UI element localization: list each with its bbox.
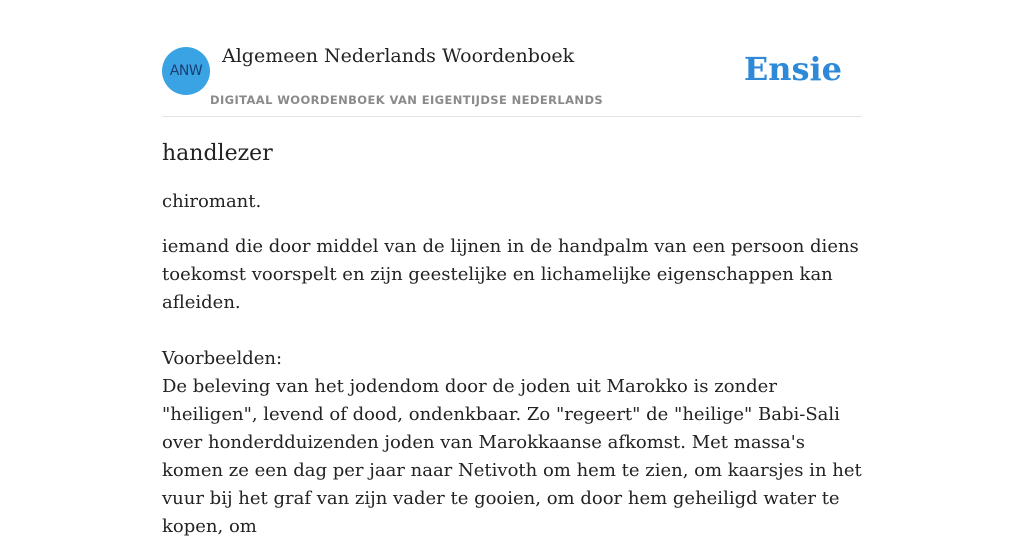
ensie-logo-link[interactable]: Ensie xyxy=(743,50,842,88)
entry-definition: iemand die door middel van de lijnen in de handpalm van een persoon diens toekomst voorspelt en zijn geestelijke en lichamelijke eigenschappen kan afleiden. xyxy=(162,236,859,313)
entry-synonym: chiromant. xyxy=(162,191,262,212)
entry-content xyxy=(162,138,862,541)
source-title[interactable]: Algemeen Nederlands Woordenboek xyxy=(222,45,575,67)
source-subtitle: DIGITAAL WOORDENBOEK VAN EIGENTIJDSE NEDERLANDS xyxy=(210,93,604,107)
examples-label: Voorbeelden: xyxy=(162,348,283,369)
anw-logo[interactable]: ANW xyxy=(162,47,210,95)
entry-headword: handlezer xyxy=(162,141,273,166)
example-text: De beleving van het jodendom door de joden uit Marokko is zonder "heiligen", levend of dood, ondenkbaar. Zo "regeert" de "heilige" Babi-Sali over honderdduizenden joden van Marokkaanse afkomst. Met massa's komen ze een dag per jaar naar Netivoth om hem te zien, om kaarsjes in het vuur bij het graf van zijn vader te gooien, om door hem geheiligd water te kopen, om xyxy=(162,376,862,537)
source-header xyxy=(162,0,862,117)
